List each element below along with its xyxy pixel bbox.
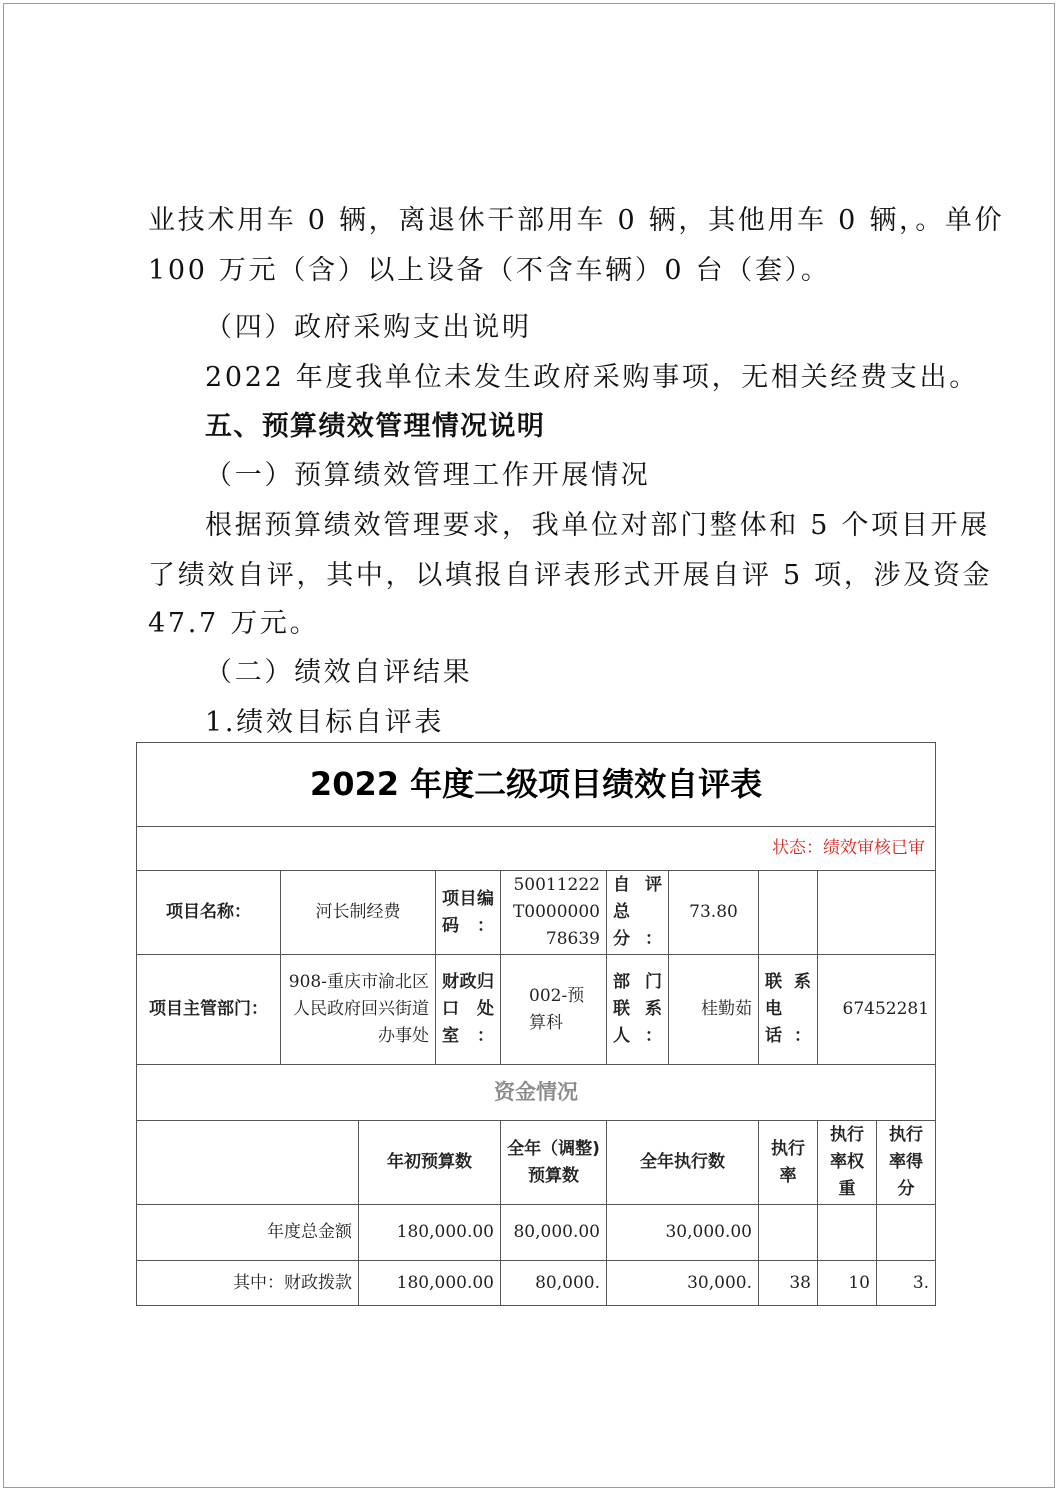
header-initial-budget: 年初预算数 — [359, 1121, 501, 1205]
header-rate-weight: 执行率权重 — [818, 1121, 877, 1205]
finance-office-value: 002-预算科 — [501, 955, 607, 1065]
body-text-performance-line1: 根据预算绩效管理要求，我单位对部门整体和 5 个项目开展 — [205, 510, 990, 541]
empty-cell — [759, 871, 818, 955]
contact-person-label: 部门联系人： — [607, 955, 669, 1065]
rate-weight-value — [818, 1205, 877, 1261]
execution-rate-value: 38 — [759, 1261, 818, 1306]
table-row — [137, 1261, 936, 1306]
funds-section-heading: 资金情况 — [137, 1065, 936, 1121]
table-title: 2022 年度二级项目绩效自评表 — [137, 743, 936, 827]
heading-item-1: 1.绩效目标自评表 — [205, 707, 445, 738]
project-name-label: 项目名称： — [137, 871, 281, 955]
table-row — [137, 1205, 936, 1261]
initial-budget-value: 180,000.00 — [359, 1205, 501, 1261]
empty-header-cell — [137, 1121, 359, 1205]
rate-score-value: 3. — [877, 1261, 936, 1306]
department-value: 908-重庆市渝北区人民政府回兴街道办事处 — [281, 955, 436, 1065]
heading-subsection-2: （二）绩效自评结果 — [205, 657, 473, 688]
row-label: 其中：财政拨款 — [137, 1261, 359, 1306]
department-label: 项目主管部门： — [137, 955, 281, 1065]
phone-value: 67452281 — [818, 955, 936, 1065]
finance-office-label: 财政归口处室： — [436, 955, 501, 1065]
executed-value: 30,000.00 — [607, 1205, 759, 1261]
contact-person-value: 桂勤茹 — [669, 955, 759, 1065]
empty-cell — [818, 871, 936, 955]
heading-subsection-1: （一）预算绩效管理工作开展情况 — [205, 460, 651, 491]
row-label: 年度总金额 — [137, 1205, 359, 1261]
heading-procurement: （四）政府采购支出说明 — [205, 312, 532, 343]
header-adjusted-budget: 全年（调整)预算数 — [501, 1121, 607, 1205]
body-text-performance-line2: 了绩效自评，其中，以填报自评表形式开展自评 5 项，涉及资金 — [148, 560, 993, 591]
adjusted-budget-value: 80,000. — [501, 1261, 607, 1306]
header-execution-rate: 执行率 — [759, 1121, 818, 1205]
initial-budget-value: 180,000.00 — [359, 1261, 501, 1306]
adjusted-budget-value: 80,000.00 — [501, 1205, 607, 1261]
self-score-label: 自评总分： — [607, 871, 669, 955]
body-text-vehicles-line1: 业技术用车 0 辆，离退休干部用车 0 辆，其他用车 0 辆，。单价 — [148, 205, 1005, 236]
heading-section-5: 五、预算绩效管理情况说明 — [205, 411, 546, 442]
execution-rate-value — [759, 1205, 818, 1261]
performance-evaluation-table — [136, 742, 936, 1306]
self-score-value: 73.80 — [669, 871, 759, 955]
header-executed: 全年执行数 — [607, 1121, 759, 1205]
project-name-value: 河长制经费 — [281, 871, 436, 955]
header-rate-score: 执行率得分 — [877, 1121, 936, 1205]
body-text-procurement: 2022 年度我单位未发生政府采购事项，无相关经费支出。 — [205, 362, 979, 393]
project-code-label: 项目编码： — [436, 871, 501, 955]
body-text-performance-line3: 47.7 万元。 — [148, 608, 320, 639]
phone-label: 联系电话： — [759, 955, 818, 1065]
executed-value: 30,000. — [607, 1261, 759, 1306]
review-status: 状态：绩效审核已审 — [137, 827, 936, 871]
rate-score-value — [877, 1205, 936, 1261]
project-code-value: 50011222T000000078639 — [501, 871, 607, 955]
body-text-vehicles-line2: 100 万元（含）以上设备（不含车辆）0 台（套）。 — [148, 255, 831, 286]
rate-weight-value: 10 — [818, 1261, 877, 1306]
